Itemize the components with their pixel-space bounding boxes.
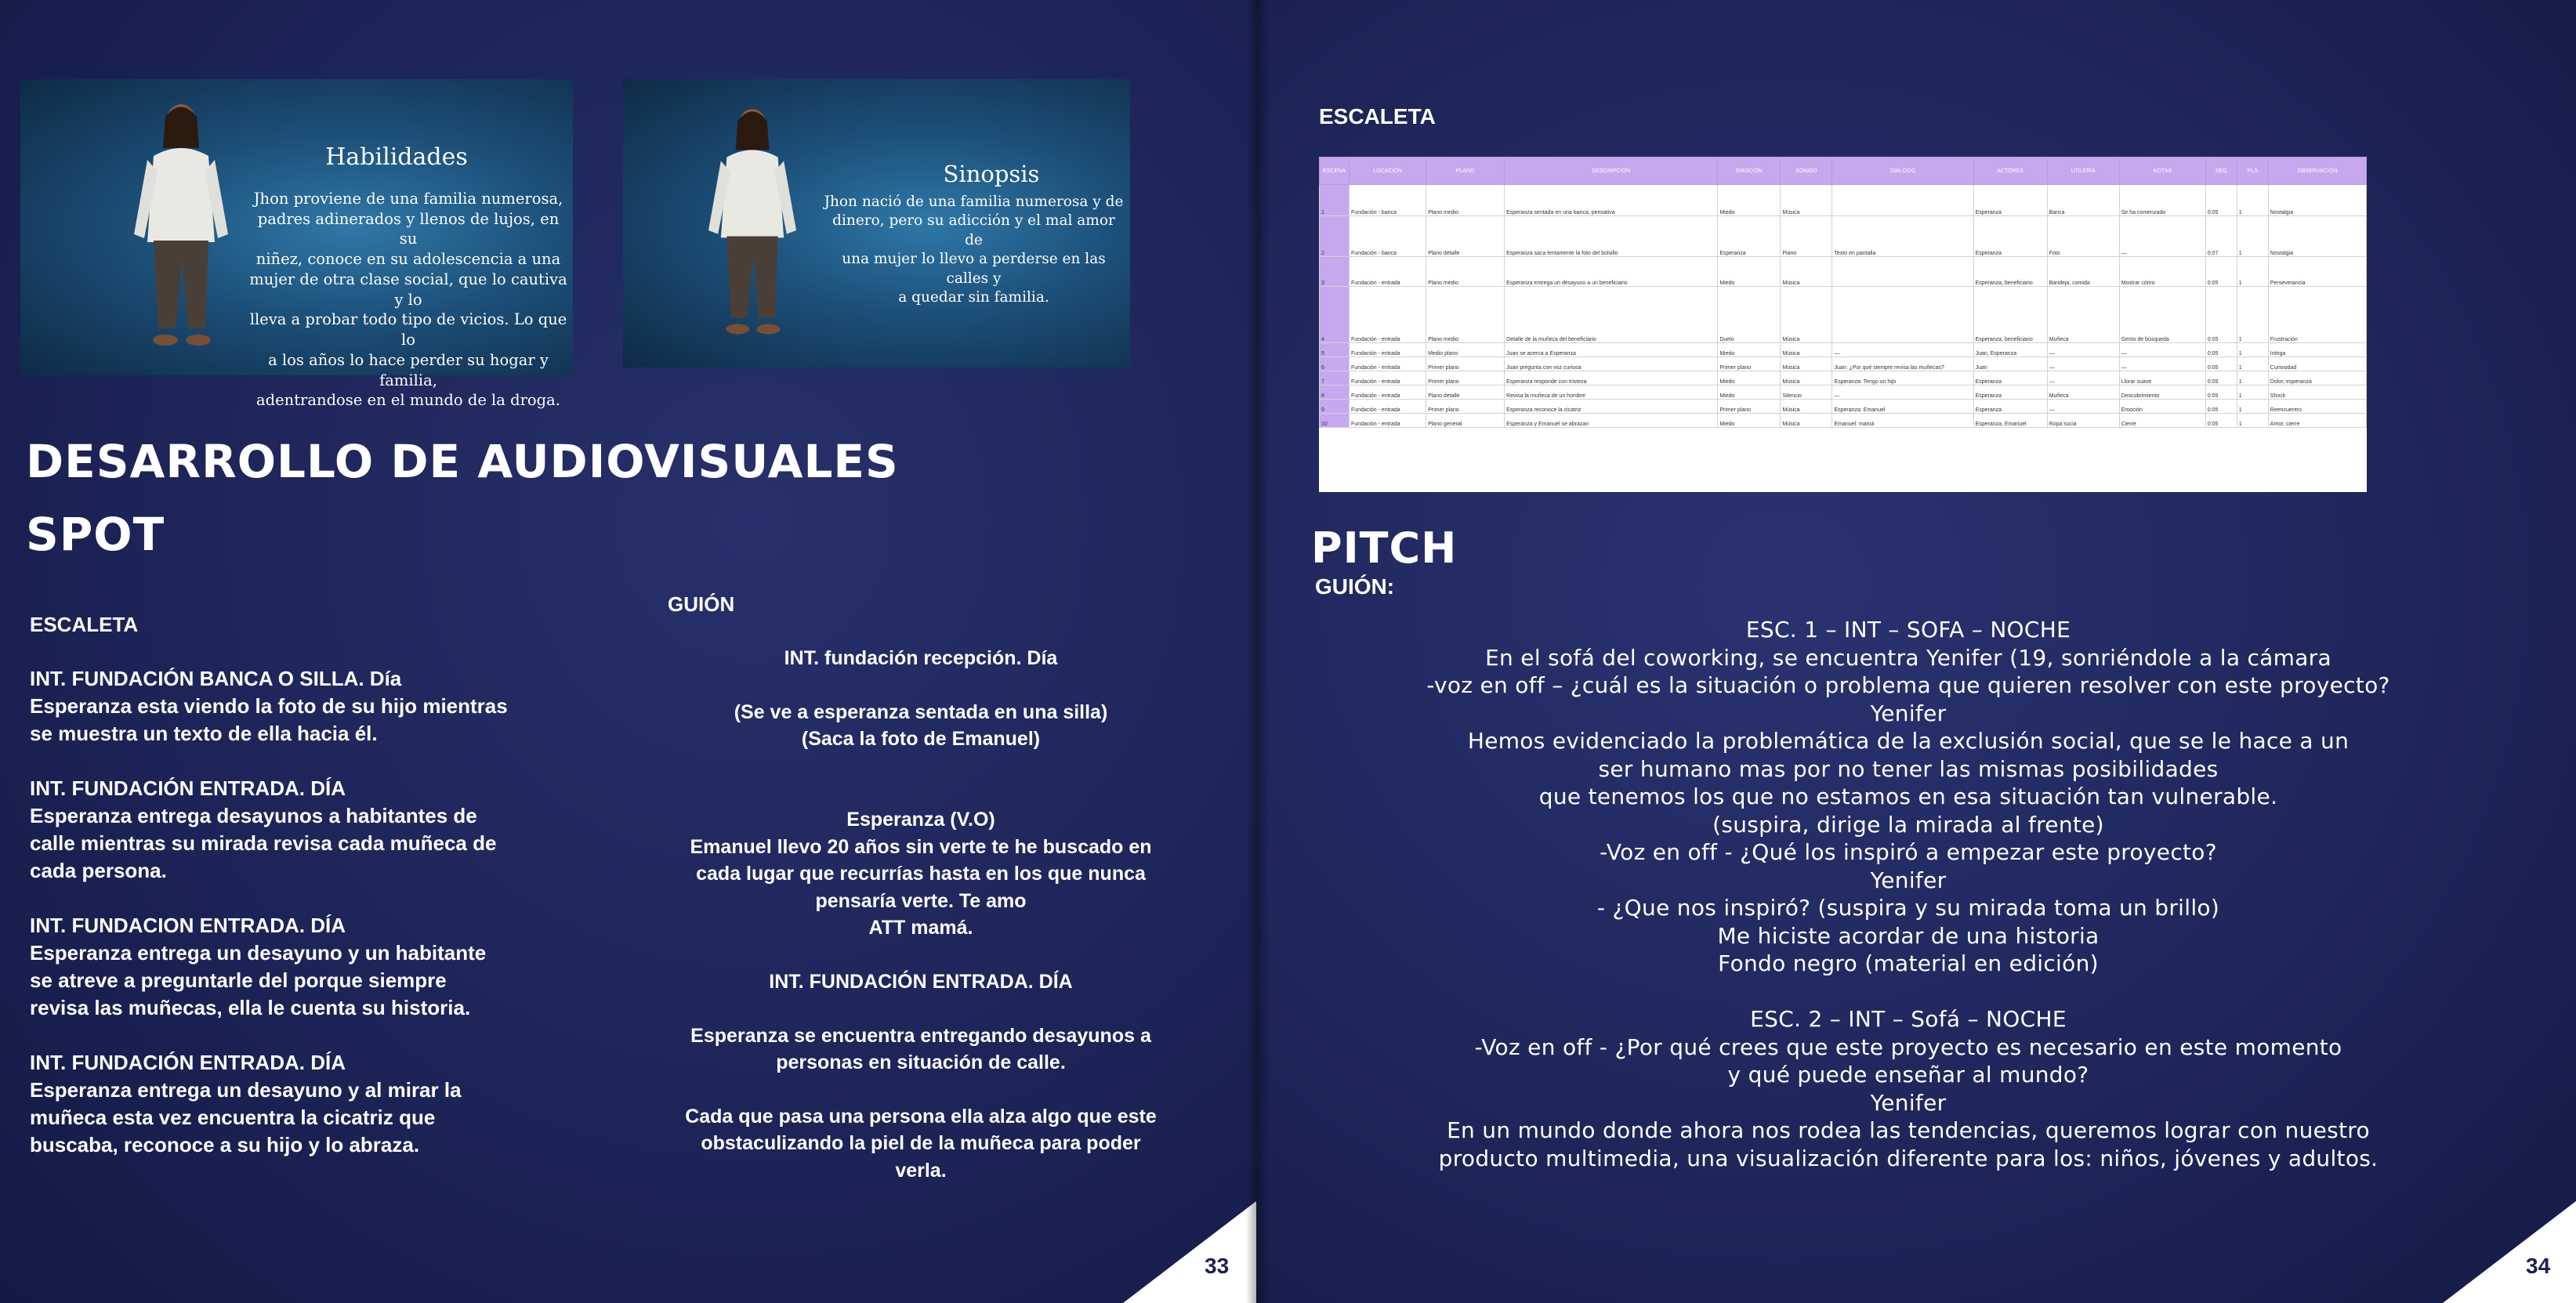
book-gutter [1246, 0, 1270, 1303]
column-header: UTILERÍA [2047, 157, 2119, 185]
spreadsheet-cell: Fundación - entrada [1350, 371, 1426, 385]
spreadsheet-cell: — [2119, 216, 2205, 257]
spreadsheet-cell: Plano detalle [1426, 216, 1505, 257]
spreadsheet-cell: Juan: ¿Por qué siempre revisa las muñecas? [1832, 357, 1973, 371]
page-number: 33 [1205, 1254, 1230, 1278]
spreadsheet-cell: 1 [2237, 216, 2268, 257]
column-header: NOTAS [2119, 157, 2205, 185]
scene-title: INT. FUNDACION ENTRADA. DÍA [30, 914, 346, 937]
scene-line: calle mientras su mirada revisa cada muñeca de [30, 831, 497, 855]
spreadsheet-cell: Ropa sucia [2047, 414, 2119, 428]
scene-title: INT. FUNDACIÓN ENTRADA. DÍA [30, 1051, 346, 1074]
card-line: adentrandose en el mundo de la droga. [256, 391, 560, 410]
scene-title: INT. FUNDACIÓN ENTRADA. DÍA [30, 776, 346, 800]
spreadsheet-cell: Esperanza [1973, 185, 2047, 216]
spreadsheet-cell: Esperanza reconoce la cicatriz [1505, 400, 1718, 414]
spreadsheet-cell: Esperanza y Emanuel se abrazan [1505, 414, 1718, 428]
spreadsheet-cell: Esperanza responde con tristeza [1505, 371, 1718, 385]
spreadsheet-cell: Revisa la muñeca de un hombre [1505, 385, 1718, 400]
character-card-sinopsis [623, 79, 1130, 367]
spreadsheet-cell: Esperanza, Emanuel [1973, 414, 2047, 428]
script-line: Esperanza (V.O) [846, 809, 995, 831]
spreadsheet-cell: 0:05 [2205, 185, 2237, 216]
spreadsheet-cell: 1 [2237, 287, 2268, 343]
script-line: personas en situación de calle. [776, 1051, 1066, 1074]
spreadsheet-row [1320, 385, 2367, 400]
scene-line: Esperanza entrega un desayuno y al mirar la [30, 1078, 462, 1102]
spreadsheet-cell: Mostrar cómo [2119, 257, 2205, 287]
spreadsheet-cell: Esperanza, beneficiario [1973, 287, 2047, 343]
pitch-line: -Voz en off - ¿Por qué crees que este proyecto es necesario en este momento [1474, 1033, 2342, 1060]
page-number: 34 [2526, 1254, 2551, 1278]
left-page [0, 0, 1256, 1303]
pitch-line: Yenifer [1870, 700, 1947, 726]
spreadsheet-cell: Descubrimiento [2119, 385, 2205, 400]
spreadsheet-cell: Esperanza: Tengo un hijo [1832, 371, 1973, 385]
spreadsheet-cell: Amor, cierre [2268, 414, 2366, 428]
pitch-line: - ¿Que nos inspiró? (suspira y su mirada toma un brillo) [1596, 895, 2220, 921]
spreadsheet-cell: 6 [1320, 357, 1350, 371]
spreadsheet-cell: Fundación - banca [1350, 216, 1426, 257]
spreadsheet-cell: Banca [2047, 185, 2119, 216]
spreadsheet-cell: Fundación - entrada [1350, 414, 1426, 428]
pitch-line: ser humano mas por no tener las mismas posibilidades [1598, 755, 2219, 782]
spreadsheet-cell: 1 [2237, 371, 2268, 385]
card-title: Habilidades [325, 143, 468, 171]
spreadsheet-body [1320, 185, 2367, 428]
card-body [248, 189, 569, 411]
spreadsheet-cell: Esperanza saca lentamente la foto del bolsillo [1505, 216, 1718, 257]
column-header: EMOCIÓN [1718, 157, 1781, 185]
spreadsheet-cell: — [2119, 343, 2205, 357]
page-corner [1123, 1201, 1256, 1303]
spreadsheet-cell: — [2047, 400, 2119, 414]
scene-line: Esperanza entrega un desayuno y un habitante [30, 941, 487, 965]
spreadsheet-cell: Plano detalle [1426, 385, 1505, 400]
script-line: verla. [895, 1159, 947, 1182]
spreadsheet-cell: Fundación - entrada [1350, 357, 1426, 371]
escaleta-scenes [30, 665, 563, 1186]
escaleta-label: ESCALETA [30, 613, 139, 636]
script-line [658, 1076, 1183, 1102]
spreadsheet-cell: 8 [1320, 385, 1350, 400]
script-line [658, 995, 1183, 1022]
spreadsheet-cell: Muñeca [2047, 287, 2119, 343]
spreadsheet-cell: — [1832, 385, 1973, 400]
scene-line: Esperanza entrega desayunos a habitantes de [30, 804, 477, 827]
pitch-line: producto multimedia, una visualización diferente para los: niños, jóvenes y adultos. [1438, 1145, 2379, 1171]
spreadsheet-cell: 0:05 [2205, 400, 2237, 414]
spreadsheet-cell: Emoción [2119, 400, 2205, 414]
card-line: padres adinerados y llenos de lujos, en su [257, 209, 560, 248]
spreadsheet-cell: 1 [2237, 185, 2268, 216]
spreadsheet-cell: 0:05 [2205, 343, 2237, 357]
spreadsheet-cell: Música [1781, 371, 1832, 385]
spreadsheet-cell: Perseverancia [2268, 257, 2366, 287]
spreadsheet-cell: Primer plano [1426, 400, 1505, 414]
script-line: INT. FUNDACIÓN ENTRADA. DÍA [769, 970, 1073, 993]
spreadsheet-cell: 7 [1320, 371, 1350, 385]
spreadsheet-cell: 0:05 [2205, 357, 2237, 371]
spreadsheet-cell: Música [1781, 185, 1832, 216]
script-line [658, 780, 1183, 806]
column-header: DESCRIPCIÓN [1505, 157, 1718, 185]
spreadsheet-cell: Plano medio [1426, 257, 1505, 287]
spreadsheet-cell: 9 [1320, 400, 1350, 414]
spreadsheet-cell: Música [1781, 357, 1832, 371]
spreadsheet-cell: Esperanza [1973, 216, 2047, 257]
column-header: SONIDO [1781, 157, 1832, 185]
spreadsheet-cell: 1 [1320, 185, 1350, 216]
spreadsheet-cell: Esperanza sentada en una banca, pensativa [1505, 185, 1718, 216]
spreadsheet-cell: Fundación - entrada [1350, 385, 1426, 400]
spreadsheet-cell: — [2047, 343, 2119, 357]
card-title: Sinopsis [943, 161, 1040, 187]
spreadsheet-cell: Esperanza entrega un desayuno a un beneficiario [1505, 257, 1718, 287]
column-header: PLS [2237, 157, 2268, 185]
card-line: Jhon nació de una familia numerosa y de [824, 194, 1124, 210]
spreadsheet-cell: Duelo [1718, 287, 1781, 343]
pitch-line [1348, 978, 2469, 1006]
script-line [658, 941, 1183, 968]
script-line: cada lugar que recurrías hasta en los que nunca [696, 863, 1146, 885]
spreadsheet-cell: Muñeca [2047, 385, 2119, 400]
spreadsheet-cell: 10 [1320, 414, 1350, 428]
spreadsheet-cell: Música [1781, 343, 1832, 357]
column-header: OBSERVACIÓN [2268, 157, 2366, 185]
pitch-line: ESC. 2 – INT – Sofá – NOCHE [1750, 1006, 2067, 1032]
column-header: SEG [2205, 157, 2237, 185]
spreadsheet-cell: 0:05 [2205, 414, 2237, 428]
character-card-habilidades [20, 79, 573, 410]
spreadsheet-cell: 1 [2237, 357, 2268, 371]
spreadsheet-cell: Dolor, esperanza [2268, 371, 2366, 385]
pitch-line: En un mundo donde ahora nos rodea las tendencias, queremos lograr con nuestro [1447, 1117, 2370, 1143]
escaleta-spreadsheet [1319, 157, 2367, 492]
page-subheading: SPOT [26, 508, 165, 561]
card-line: mujer de otra clase social, que lo cautiva y lo [249, 270, 567, 309]
spreadsheet-cell: 1 [2237, 257, 2268, 287]
spreadsheet-cell [1832, 257, 1973, 287]
pitch-line: Me hiciste acordar de una historia [1717, 922, 2100, 949]
spreadsheet-cell: Música [1781, 257, 1832, 287]
spreadsheet-cell: — [2119, 357, 2205, 371]
spreadsheet-cell: 3 [1320, 257, 1350, 287]
spreadsheet-cell: Texto en pantalla [1832, 216, 1973, 257]
pitch-line: -Voz en off - ¿Qué los inspiró a empezar este proyecto? [1600, 839, 2217, 865]
spreadsheet-cell: Fundación - entrada [1350, 257, 1426, 287]
script-line: INT. fundación recepción. Día [784, 647, 1058, 669]
spreadsheet-cell: 1 [2237, 343, 2268, 357]
spreadsheet-cell: Se ha comenzado [2119, 185, 2205, 216]
spreadsheet-row [1320, 257, 2367, 287]
spreadsheet-cell: Música [1781, 287, 1832, 343]
card-line: a quedar sin familia. [898, 289, 1049, 306]
spreadsheet-cell: Bandeja, comida [2047, 257, 2119, 287]
pitch-line: En el sofá del coworking, se encuentra Yenifer (19, sonriéndole a la cámara [1485, 644, 2331, 671]
spreadsheet-cell: Primer plano [1718, 400, 1781, 414]
spreadsheet-cell: Juan, Esperanza [1973, 343, 2047, 357]
column-header: ESCENA [1320, 157, 1350, 185]
column-header: PLANO [1426, 157, 1505, 185]
spreadsheet-cell: Esperanza [1973, 400, 2047, 414]
scene [30, 1049, 563, 1159]
spreadsheet-cell: Esperanza [1973, 385, 2047, 400]
pitch-line: y qué puede enseñar al mundo? [1727, 1062, 2089, 1088]
spreadsheet-cell [1832, 185, 1973, 216]
pitch-title: PITCH [1311, 523, 1458, 573]
column-header: LOCACIÓN [1350, 157, 1426, 185]
spreadsheet-cell: Plano medio [1426, 185, 1505, 216]
spreadsheet-cell: Emanuel: mamá [1832, 414, 1973, 428]
pitch-line: Yenifer [1870, 867, 1947, 893]
spreadsheet-cell: 0:05 [2205, 371, 2237, 385]
spreadsheet-row [1320, 287, 2367, 343]
spreadsheet-cell: Shock [2268, 385, 2366, 400]
spreadsheet-cell: Esperanza: Emanuel [1832, 400, 1973, 414]
scene-line: buscaba, reconoce a su hijo y lo abraza. [30, 1133, 420, 1156]
script-line: Emanuel llevo 20 años sin verte te he buscado en [690, 835, 1152, 858]
card-line: niñez, conoce en su adolescencia a una [255, 250, 561, 269]
page-corner [2443, 1201, 2576, 1303]
column-header: ACTORES [1973, 157, 2047, 185]
script-line [658, 671, 1183, 698]
script-line: (Saca la foto de Emanuel) [801, 728, 1041, 751]
card-line: a los años lo hace perder su hogar y familia, [268, 350, 549, 389]
spreadsheet-cell: Miedo [1718, 257, 1781, 287]
script-line: ATT mamá. [868, 917, 973, 939]
spreadsheet-cell: Piano [1781, 216, 1832, 257]
guion-label: GUIÓN [668, 592, 735, 616]
scene-line: se muestra un texto de ella hacia él. [30, 722, 378, 745]
guion-script [658, 645, 1183, 1184]
scene-line: se atreve a preguntarle del porque siempre [30, 968, 447, 992]
card-line: dinero, pero su adicción y el mal amor de [832, 212, 1115, 248]
spreadsheet-cell: 1 [2237, 385, 2268, 400]
spreadsheet-cell: Miedo [1718, 371, 1781, 385]
spreadsheet-cell: Fundación - banca [1350, 185, 1426, 216]
spreadsheet-row [1320, 400, 2367, 414]
card-line: lleva a probar todo tipo de vicios. Lo que lo [249, 310, 567, 349]
spreadsheet-row [1320, 343, 2367, 357]
spreadsheet-cell: Curiosidad [2268, 357, 2366, 371]
scene-line: muñeca esta vez encuentra la cicatriz que [30, 1106, 436, 1129]
spreadsheet-cell: Juan se acerca a Esperanza [1505, 343, 1718, 357]
spreadsheet-cell: — [2047, 371, 2119, 385]
spreadsheet-header-row [1320, 157, 2367, 185]
spreadsheet-row [1320, 414, 2367, 428]
spreadsheet-cell: Fundación - entrada [1350, 343, 1426, 357]
spreadsheet-cell: Primer plano [1718, 357, 1781, 371]
scene-line: Esperanza esta viendo la foto de su hijo mientras [30, 694, 508, 718]
spreadsheet-cell: Nostalgia [2268, 216, 2366, 257]
spreadsheet-cell: Miedo [1718, 414, 1781, 428]
guion-label: GUIÓN: [1315, 574, 1395, 599]
spreadsheet-cell: 4 [1320, 287, 1350, 343]
spreadsheet-cell: 0:05 [2205, 385, 2237, 400]
spreadsheet-cell: Gesto de búsqueda [2119, 287, 2205, 343]
spreadsheet-table [1319, 157, 2367, 428]
spreadsheet-cell: 1 [2237, 414, 2268, 428]
spreadsheet-cell: Intriga [2268, 343, 2366, 357]
pitch-line: -voz en off – ¿cuál es la situación o problema que quieren resolver con este proyecto? [1426, 672, 2390, 698]
script-line: obstaculizando la piel de la muñeca para poder [701, 1132, 1141, 1155]
spreadsheet-cell: Fundación - entrada [1350, 287, 1426, 343]
spreadsheet-cell: Nostalgia [2268, 185, 2366, 216]
spreadsheet-cell: Plano general [1426, 414, 1505, 428]
spreadsheet-row [1320, 357, 2367, 371]
column-header: DIÁLOGO [1832, 157, 1973, 185]
scene [30, 775, 563, 885]
scene [30, 665, 563, 747]
character-illustration [697, 92, 807, 358]
pitch-line: Fondo negro (material en edición) [1718, 950, 2099, 976]
spreadsheet-cell: 0:05 [2205, 257, 2237, 287]
spreadsheet-cell: 1 [2237, 400, 2268, 414]
scene-title: INT. FUNDACIÓN BANCA O SILLA. Día [30, 667, 402, 690]
spreadsheet-cell: Cierre [2119, 414, 2205, 428]
spreadsheet-cell: Medio plano [1426, 343, 1505, 357]
spreadsheet-row [1320, 371, 2367, 385]
page-heading: DESARROLLO DE AUDIOVISUALES [26, 435, 899, 488]
spreadsheet-cell: Reencuentro [2268, 400, 2366, 414]
spreadsheet-cell: Detalle de la muñeca del beneficiario [1505, 287, 1718, 343]
pitch-line: que tenemos los que no estamos en esa situación tan vulnerable. [1538, 784, 2278, 809]
card-body [823, 193, 1125, 307]
spreadsheet-cell: Esperanza, beneficiario [1973, 257, 2047, 287]
pitch-line: ESC. 1 – INT – SOFA – NOCHE [1745, 617, 2071, 642]
spreadsheet-cell: Juan [1973, 357, 2047, 371]
spreadsheet-row [1320, 185, 2367, 216]
spreadsheet-cell [1832, 287, 1973, 343]
spreadsheet-cell: 0:05 [2205, 287, 2237, 343]
pitch-line: Hemos evidenciado la problemática de la exclusión social, que se le hace a un [1467, 728, 2350, 754]
spreadsheet-cell: Miedo [1718, 343, 1781, 357]
script-line: (Se ve a esperanza sentada en una silla) [734, 700, 1108, 723]
spreadsheet-cell: Música [1781, 400, 1832, 414]
spreadsheet-cell: Juan pregunta con voz curiosa [1505, 357, 1718, 371]
spreadsheet-cell: Silencio [1781, 385, 1832, 400]
spreadsheet-cell: 2 [1320, 216, 1350, 257]
pitch-line: (suspira, dirige la mirada al frente) [1712, 811, 2104, 838]
spreadsheet-cell: 5 [1320, 343, 1350, 357]
script-line: Cada que pasa una persona ella alza algo que este [685, 1105, 1157, 1127]
scene-line: cada persona. [30, 859, 167, 882]
spreadsheet-cell: Llorar suave [2119, 371, 2205, 385]
spreadsheet-cell: Miedo [1718, 185, 1781, 216]
spreadsheet-cell: Plano medio [1426, 287, 1505, 343]
escaleta-label: ESCALETA [1319, 104, 1436, 128]
spreadsheet-cell: — [1832, 343, 1973, 357]
pitch-script [1348, 616, 2469, 1172]
spreadsheet-cell: Fundación - entrada [1350, 400, 1426, 414]
scene [30, 912, 563, 1022]
spreadsheet-cell: Frustración [2268, 287, 2366, 343]
spreadsheet-cell: Primer plano [1426, 357, 1505, 371]
script-line: pensaría verte. Te amo [815, 889, 1027, 912]
spreadsheet-cell: Foto [2047, 216, 2119, 257]
spreadsheet-cell: 0:07 [2205, 216, 2237, 257]
card-line: una mujer lo llevo a perderse en las calles y [842, 251, 1106, 287]
character-illustration [122, 93, 240, 364]
spreadsheet-cell: Miedo [1718, 385, 1781, 400]
script-line: Esperanza se encuentra entregando desayunos a [690, 1024, 1151, 1047]
script-line [658, 753, 1183, 780]
card-line: Jhon proviene de una familia numerosa, [253, 190, 563, 208]
spreadsheet-cell: Primer plano [1426, 371, 1505, 385]
spreadsheet-row [1320, 216, 2367, 257]
spreadsheet-cell: — [2047, 357, 2119, 371]
scene-line: revisa las muñecas, ella le cuenta su historia. [30, 996, 471, 1019]
spreadsheet-cell: Esperanza [1718, 216, 1781, 257]
pitch-line: Yenifer [1870, 1089, 1947, 1116]
spreadsheet-cell: Música [1781, 414, 1832, 428]
spreadsheet-cell: Esperanza [1973, 371, 2047, 385]
